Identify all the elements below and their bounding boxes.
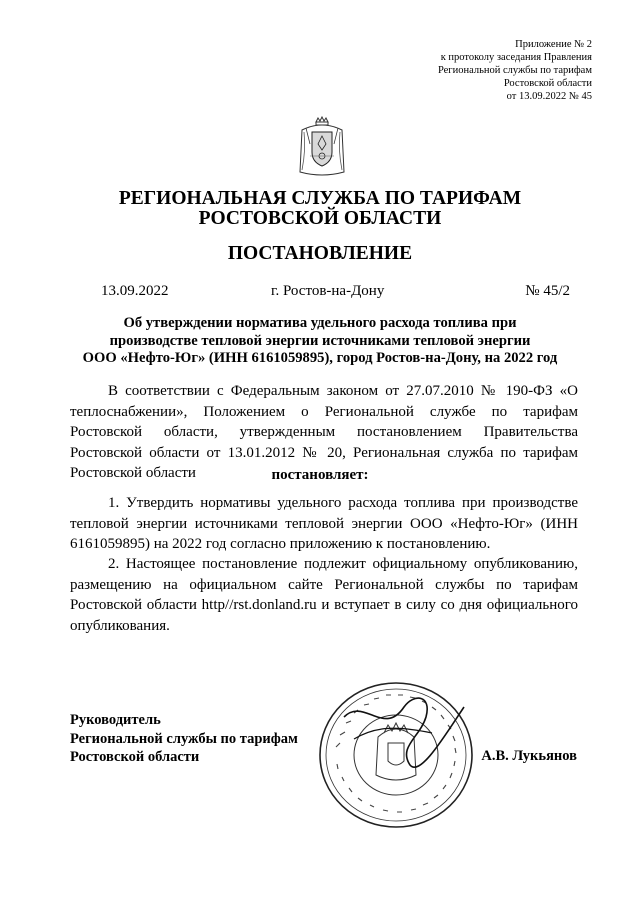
appendix-line: Ростовской области [503, 78, 592, 89]
document-city: г. Ростов-на-Дону [271, 283, 385, 299]
signatory-title [70, 711, 298, 767]
document-date: 13.09.2022 [101, 283, 169, 299]
resolves-heading: постановляет: [271, 467, 369, 483]
org-name-line: РОСТОВСКОЙ ОБЛАСТИ [198, 208, 442, 229]
coat-of-arms-icon [296, 116, 348, 178]
signatory-title-line: Региональной службы по тарифам [70, 730, 298, 747]
subject-line: ООО «Нефто-Юг» (ИНН 6161059895), город Ростов-на-Дону, на 2022 год [82, 350, 558, 366]
official-seal-icon [314, 677, 478, 837]
appendix-note [438, 38, 592, 103]
org-name-line: РЕГИОНАЛЬНАЯ СЛУЖБА ПО ТАРИФАМ [118, 188, 522, 209]
subject-line: производстве тепловой энергии источниками тепловой энергии [109, 332, 531, 349]
document-type: ПОСТАНОВЛЕНИЕ [227, 243, 413, 264]
appendix-line: к протоколу заседания Правления [440, 52, 592, 63]
signatory-title-line: Ростовской области [70, 749, 200, 765]
signatory-name: А.В. Лукьянов [481, 748, 577, 764]
document-subject [60, 315, 580, 368]
resolution-item-2: 2. Настоящее постановление подлежит официальному опубликованию, размещению на официальном сайте Региональной службы по тарифам Ростовской области http//rst.donland.ru и вступает в силу со дня официального опубликования. [70, 556, 578, 634]
subject-line: Об утверждении норматива удельного расхода топлива при [123, 315, 517, 331]
signatory-title-line: Руководитель [70, 712, 161, 728]
appendix-line: Приложение № 2 [515, 39, 592, 50]
document-number: № 45/2 [525, 283, 570, 299]
resolution-item-1: 1. Утвердить нормативы удельного расхода топлива при производстве тепловой энергии источниками тепловой энергии ООО «Нефто-Юг» (ИНН 6161059895) на 2022 год согласно приложению к постановлению. [70, 495, 578, 552]
intro-paragraph: В соответствии с Федеральным законом от 27.07.2010 № 190-ФЗ «О теплоснабжении», Положением о Региональной службе по тарифам Ростовской области, утвержденным постановлением Правительства Ростовской области от 13.01.2012 № 20, Региональная служба по тарифам Ростовской области [70, 383, 578, 481]
appendix-line: от 13.09.2022 № 45 [506, 91, 592, 102]
appendix-line: Региональной службы по тарифам [437, 65, 592, 76]
